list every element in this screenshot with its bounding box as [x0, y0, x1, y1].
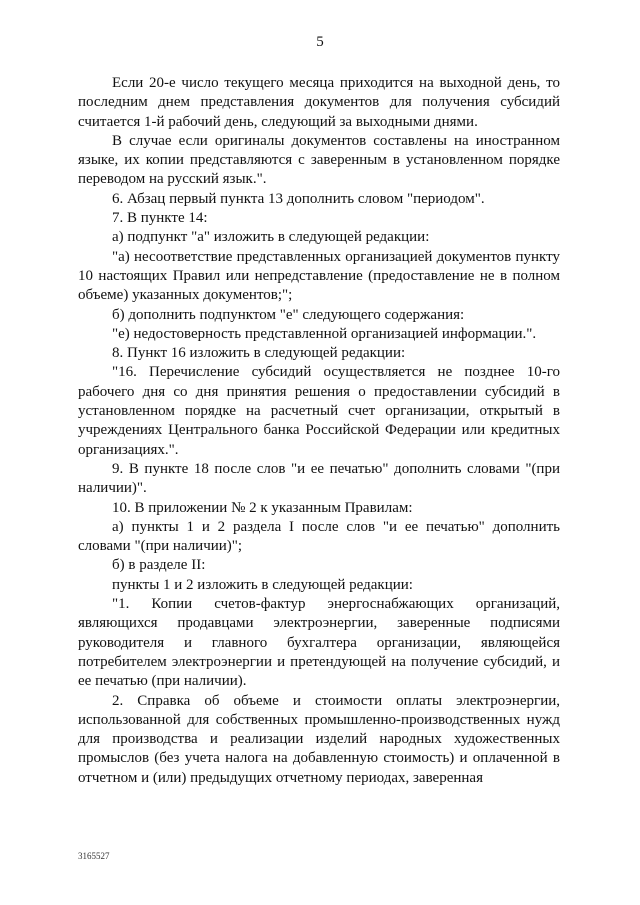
paragraph-new-point-2: 2. Справка об объеме и стоимости оплаты электроэнергии, использованной для собственных промышленно-производственных нужд для производства и реализации изделий народных художественных промыслов (без учета налога на добавленную стоимость) и оплаченной в отчетном и (или) предыдущих отчетному периодах, заверенная [78, 692, 560, 786]
paragraph-item-10b-intro: пункты 1 и 2 изложить в следующей редакции: [112, 576, 413, 593]
paragraph-item-7: 7. В пункте 14: [112, 210, 208, 227]
paragraph-item-10: 10. В приложении № 2 к указанным Правилам: [112, 499, 413, 516]
paragraph-item-7a: а) подпункт "а" изложить в следующей редакции: [112, 229, 430, 246]
paragraph-item-9: 9. В пункте 18 после слов "и ее печатью" дополнить словами "(при наличии)". [78, 460, 560, 497]
paragraph-item-8: 8. Пункт 16 изложить в следующей редакции: [112, 345, 406, 362]
paragraph-weekend-rule: Если 20-е число текущего месяца приходится на выходной день, то последним днем представления документов для получения субсидий считается 1-й рабочий день, следующий за выходными днями. [78, 75, 560, 130]
paragraph-item-7b: б) дополнить подпунктом "е" следующего содержания: [112, 306, 465, 323]
paragraph-item-8-text: "16. Перечисление субсидий осуществляется не позднее 10-го рабочего дня со дня принятия решения о предоставлении субсидий в установленном порядке на расчетный счет организации, открытый в учреждениях Центрального банка Российской Федерации или кредитных организациях.". [78, 364, 560, 458]
paragraph-item-10a: а) пункты 1 и 2 раздела I после слов "и ее печатью" дополнить словами "(при наличии)"; [78, 518, 560, 555]
paragraph-item-6: 6. Абзац первый пункта 13 дополнить словом "периодом". [112, 190, 485, 207]
paragraph-item-7b-text: "е) недостоверность представленной организацией информации.". [112, 325, 537, 342]
paragraph-new-point-1: "1. Копии счетов-фактур энергоснабжающих организаций, являющихся продавцами электроэнергии, заверенные подписями руководителя и главного бухгалтера организации, являющейся потребителем электроэнергии и претендующей на получение субсидий, и ее печатью (при наличии). [78, 596, 560, 690]
paragraph-foreign-language: В случае если оригиналы документов составлены на иностранном языке, их копии представляются с заверенным в установленном порядке переводом на русский язык.". [78, 132, 560, 188]
paragraph-item-7a-text: "а) несоответствие представленных организацией документов пункту 10 настоящих Правил или непредставление (предоставление не в полном объеме) указанных документов;"; [78, 248, 560, 304]
document-code: 3165527 [78, 851, 110, 861]
page-number: 5 [316, 34, 324, 50]
document-body [78, 74, 560, 788]
paragraph-item-10b: б) в разделе II: [112, 557, 206, 574]
